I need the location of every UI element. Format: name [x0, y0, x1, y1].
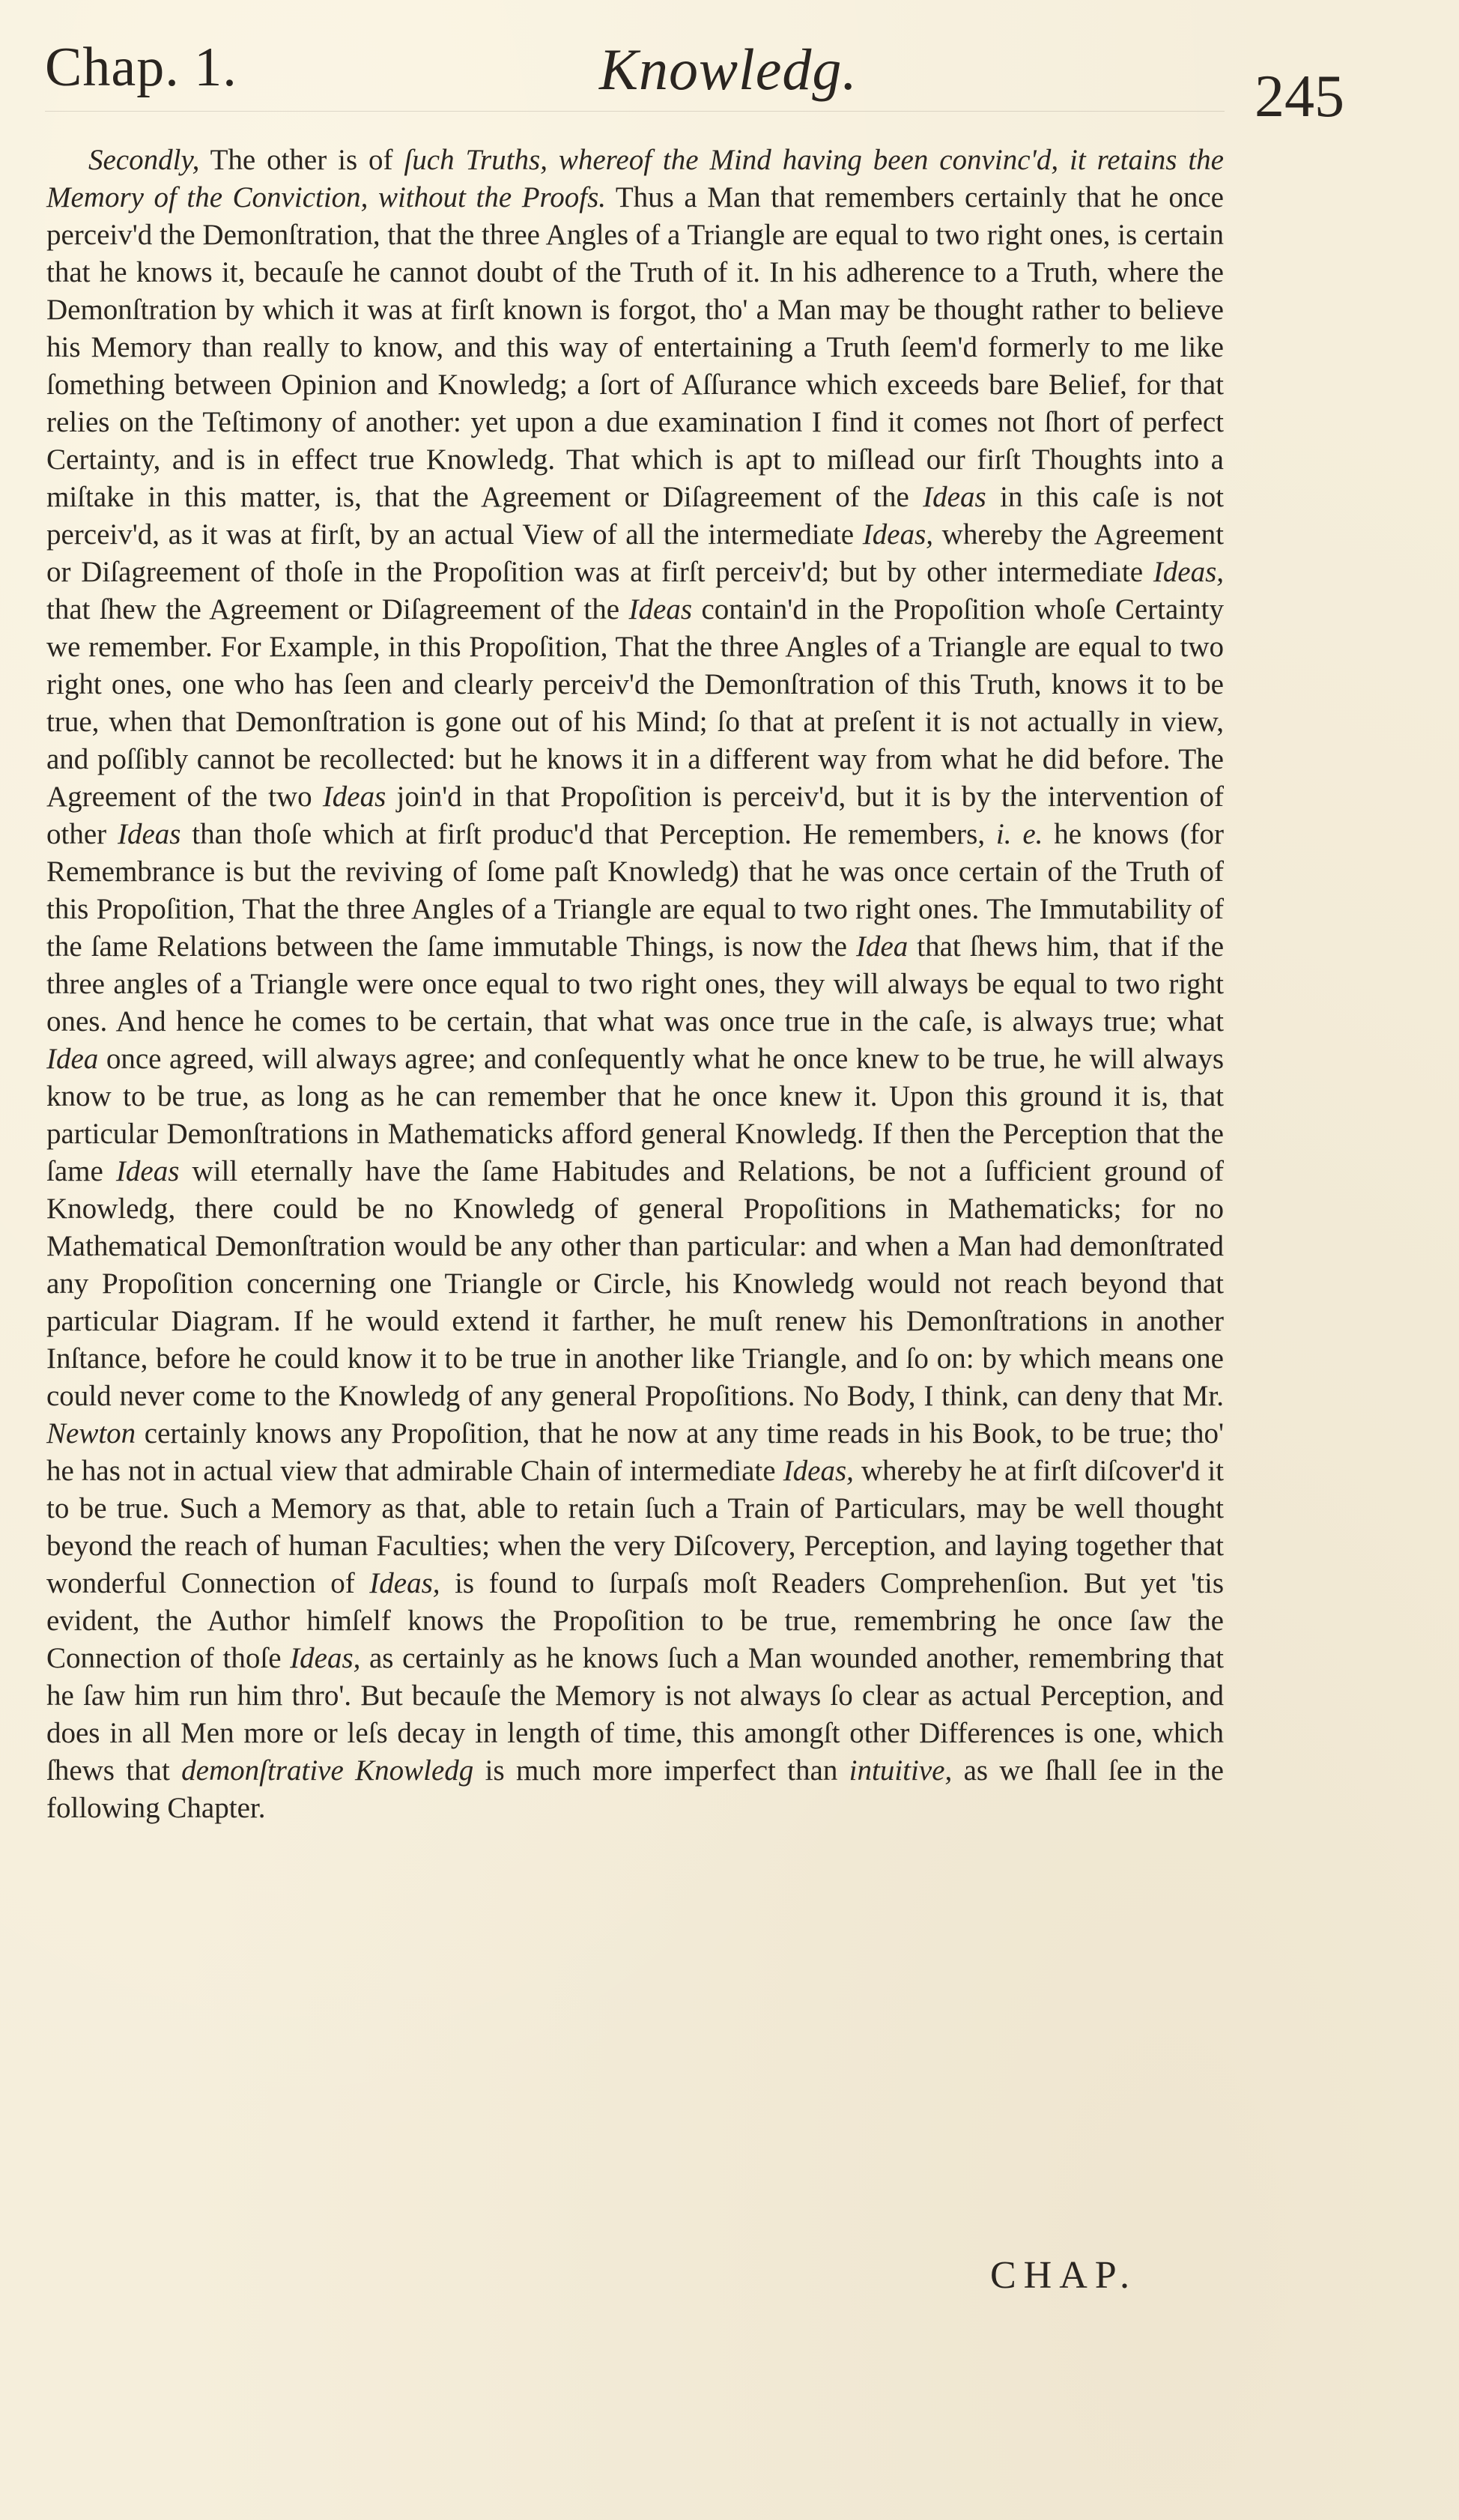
text-span: as certainly as he knows ſuch a Man wounded another, remembring that he ſaw him run him thro'. But becauſe the Memory is not always ſo clear as actual Perception, and does in all Men more or leſs decay in length of time, this amongſt other Differences is one, which ſhews that: [46, 1642, 1224, 1787]
text-span: he knows (for Remembrance is but the reviving of ſome paſt Knowledg) that he was once certain of the Truth of this Propoſition, That the three Angles of a Triangle are equal to two right ones. The Immutability of the ſame Relations between the ſame immutable Things, is now the: [46, 818, 1224, 963]
text-span: The other is of: [199, 144, 404, 176]
text-span: certainly knows any Propoſition, that he now at any time reads in his Book, to be true; tho' he has not in actual view that admirable Chain of intermediate: [46, 1417, 1224, 1487]
text-span: that ſhews him, that if the three angles of a Triangle were once equal to two right ones, they will always be equal to two right ones. And hence he comes to be certain, that what was once true in the caſe, is always true; what: [46, 930, 1225, 1038]
text-span: will eternally have the ſame Habitudes and Relations, be not a ſufficient ground of Knowledg, there could be no Knowledg of general Propoſitions in Mathematicks; for no Mathematical Demonſtration would be any other than particular: and when a Man had demonſtrated any Propoſition concerning one Triangle or Circle, his Knowledg would not reach beyond that particular Diagram. If he would extend it farther, he muſt renew his Demonſtrations in another Inſtance, before he could know it to be true in another like Triangle, and ſo on: by which means one could never come to the Knowledg of any general Propoſitions. No Body, I think, can deny that Mr.: [46, 1155, 1224, 1412]
text-span: is found to ſurpaſs moſt Readers Comprehenſion. But yet 'tis evident, the Author himſelf knows the Propoſition to be true, remembring he once ſaw the Connection of thoſe: [46, 1567, 1225, 1674]
text-span: whereby he at firſt diſcover'd it to be true. Such a Memory as that, able to retain ſuch a Train of Particulars, may be well thought beyond the reach of human Faculties; when the very Diſcovery, Perception, and laying together that wonderful Connection of: [46, 1455, 1224, 1599]
text-span: contain'd in the Propoſition whoſe Certainty we remember. For Example, in this Propoſition, That the three Angles of a Triangle are equal to two right ones, one who has ſeen and clearly perceiv'd the Demonſtration of this Truth, knows it to be true, when that Demonſtration is gone out of his Mind; ſo that at preſent it is not actually in view, and poſſibly cannot be recollected: but he knows it in a different way from what he did before. The Agreement of the two: [46, 593, 1224, 813]
text-span-italic: Ideas: [115, 1155, 180, 1187]
page-number: 245: [1255, 64, 1344, 130]
text-span-italic: Idea: [855, 930, 909, 963]
text-span: as we ſhall ſee in the following Chapter.: [46, 1754, 1224, 1824]
text-span: than thoſe which at firſt produc'd that Perception. He remembers,: [181, 818, 996, 850]
text-span: in this caſe is not perceiv'd, as it was at firſt, by an actual View of all the intermediate: [46, 481, 1224, 551]
text-span-italic: Ideas: [117, 818, 181, 850]
text-span-italic: intuitive,: [849, 1754, 953, 1787]
chapter-label: Chap. 1.: [45, 37, 237, 98]
text-span-italic: i. e.: [995, 818, 1043, 850]
text-span-italic: Ideas: [322, 781, 386, 813]
running-header: [45, 36, 1363, 130]
text-span: once agreed, will always agree; and conſequently what he once knew to be true, he will always know to be true, as long as he can remember that he once knew it. Upon this ground it is, that particular Demonſtrations in Mathematicks afford general Knowledg. If then the Perception that the ſame: [46, 1043, 1224, 1187]
text-span-italic: Idea: [46, 1043, 99, 1075]
text-span-italic: ſuch Truths, whereof the Mind having been convinc'd, it retains the Memory of the Conviction, without the Proofs.: [46, 144, 1224, 213]
body-paragraph: [46, 142, 1224, 1827]
text-span-italic: Ideas,: [1153, 556, 1224, 588]
text-span-italic: Ideas: [923, 481, 986, 513]
text-span-italic: Ideas,: [290, 1642, 361, 1674]
text-span: join'd in that Propoſition is perceiv'd, but it is by the intervention of other: [46, 781, 1224, 850]
text-span-italic: Newton: [46, 1417, 136, 1450]
catchword: CHAP.: [990, 2254, 1137, 2297]
text-span: that ſhew the Agreement or Diſagreement of the: [46, 593, 629, 626]
text-span-italic: Ideas,: [862, 518, 933, 551]
text-span-italic: demonſtrative Knowledg: [181, 1754, 474, 1787]
text-span-italic: Ideas: [628, 593, 693, 626]
running-title: Knowledg.: [599, 37, 858, 102]
text-span-italic: Ideas,: [369, 1567, 440, 1599]
text-span: is much more imperfect than: [473, 1754, 849, 1787]
text-span: Thus a Man that remembers certainly that he once perceiv'd the Demonſtration, that the three Angles of a Triangle are equal to two right ones, is certain that he knows it, becauſe he cannot doubt of the Truth of it. In his adherence to a Truth, where the Demonſtration by which it was at firſt known is forgot, tho' a Man may be thought rather to believe his Memory than really to know, and this way of entertaining a Truth ſeem'd formerly to me like ſomething between Opinion and Knowledg; a ſort of Aſſurance which exceeds bare Belief, for that relies on the Teſtimony of another: yet upon a due examination I find it comes not ſhort of perfect Certainty, and is in effect true Knowledg. That which is apt to miſlead our firſt Thoughts into a miſtake in this matter, is, that the Agreement or Diſagreement of the: [46, 181, 1224, 513]
text-span: whereby the Agreement or Diſagreement of thoſe in the Propoſition was at firſt perceiv'd; but by other intermediate: [46, 518, 1224, 588]
text-span-italic: Secondly,: [88, 144, 200, 176]
header-rule: [45, 111, 1225, 112]
text-span-italic: Ideas,: [783, 1455, 854, 1487]
